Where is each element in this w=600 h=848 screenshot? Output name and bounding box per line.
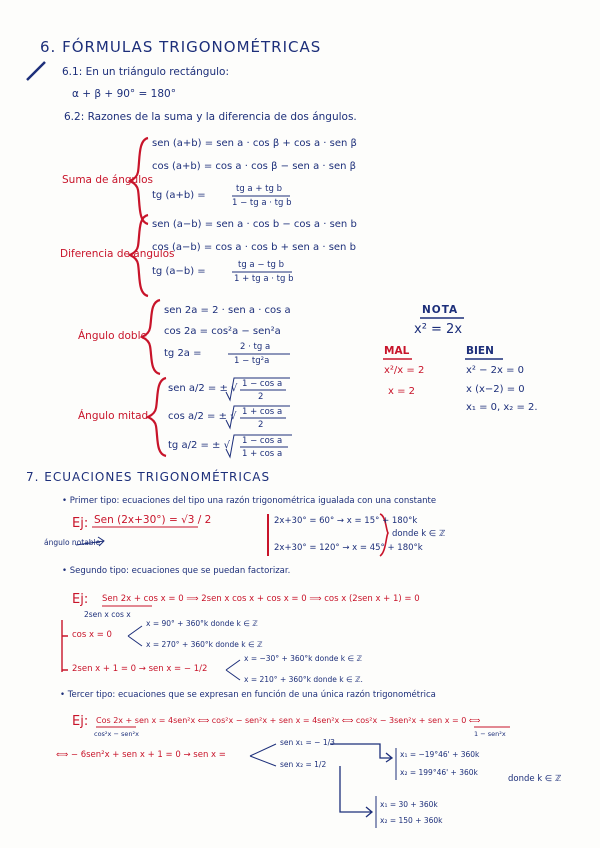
dif-sen: sen (a−b) = sen a · cos b − cos a · sen b: [152, 219, 357, 230]
dif-cos: cos (a−b) = cos a · cos b + sen a · sen b: [152, 242, 356, 253]
ej3-sol-b2: x₂ = 150 + 360k: [380, 816, 443, 825]
ej3-note-2: 1 − sen²x: [474, 730, 506, 738]
suma-tg-num: tg a + tg b: [236, 184, 282, 194]
nota-bien: BIEN: [466, 345, 494, 357]
tipo-3-heading: • Tercer tipo: ecuaciones que se expresan en función de una única razón trigonométrica: [60, 690, 436, 700]
dif-tg-num: tg a − tg b: [238, 260, 284, 270]
doble-cos: cos 2a = cos²a − sen²a: [164, 326, 281, 337]
suma-cos: cos (a+b) = cos a · cos β − sen a · sen β: [152, 161, 356, 172]
ej2-label: Ej:: [72, 592, 89, 607]
section-7-title: 7. ECUACIONES TRIGONOMÉTRICAS: [26, 470, 271, 484]
tipo-2-heading: • Segundo tipo: ecuaciones que se puedan factorizar.: [62, 566, 291, 576]
nota-title: NOTA: [422, 304, 459, 316]
ej2-note: 2sen x cos x: [84, 610, 131, 619]
ej3-line-2: ⟺ − 6sen²x + sen x + 1 = 0 → sen x =: [56, 750, 226, 760]
mal-line-2: x = 2: [388, 386, 416, 397]
diferencia-label: Diferencia de ángulos: [60, 248, 175, 260]
ej3-branch-2: sen x₂ = 1/2: [280, 760, 327, 769]
doble-label: Ángulo doble: [78, 330, 147, 342]
mitad-cos-den: 2: [258, 420, 264, 430]
mitad-tg-den: 1 + cos a: [242, 449, 283, 459]
dif-tg-den: 1 + tg a · tg b: [234, 274, 294, 284]
mitad-cos: cos a/2 = ± √: [168, 411, 237, 422]
mitad-sen-num: 1 − cos a: [242, 379, 283, 389]
mitad-tg: tg a/2 = ± √: [168, 440, 230, 451]
suma-label: Suma de ángulos: [62, 174, 154, 186]
ej2-sen-eq: 2sen x + 1 = 0 → sen x = − 1/2: [72, 664, 208, 674]
ej3-label: Ej:: [72, 714, 89, 729]
section-6-title: 6. FÓRMULAS TRIGONOMÉTRICAS: [40, 38, 322, 56]
doble-tg: tg 2a =: [164, 348, 202, 359]
mitad-sen: sen a/2 = ± √: [168, 383, 238, 394]
s62-heading: 6.2: Razones de la suma y la diferencia de dos ángulos.: [64, 111, 357, 123]
ej1-label: Ej:: [72, 516, 89, 531]
mal-line-1: x²/x = 2: [384, 365, 425, 376]
mitad-label: Ángulo mitad: [78, 410, 149, 422]
ej3-equation: Cos 2x + sen x = 4sen²x ⟺ cos²x − sen²x + sen x = 4sen²x ⟺ cos²x − 3sen²x + sen x = 0 ⟺: [96, 716, 481, 725]
brace-mitad: [148, 378, 166, 456]
ej2-equation: Sen 2x + cos x = 0 ⟹ 2sen x cos x + cos x = 0 ⟹ cos x (2sen x + 1) = 0: [102, 594, 420, 604]
ej3-branch-1: sen x₁ = − 1/3: [280, 738, 335, 747]
ej2-sol-3: x = −30° + 360°k donde k ∈ ℤ: [244, 654, 363, 663]
ej1-sol-2: 2x+30° = 120° → x = 45° + 180°k: [274, 543, 423, 553]
ej2-sol-1: x = 90° + 360°k donde k ∈ ℤ: [146, 619, 258, 628]
suma-sen: sen (a+b) = sen a · cos β + cos a · sen β: [152, 138, 357, 149]
ej3-sol-b1: x₁ = 30 + 360k: [380, 800, 438, 809]
ej3-sol-a2: x₂ = 199°46' + 360k: [400, 768, 478, 777]
ej2-sol-2: x = 270° + 360°k donde k ∈ ℤ: [146, 640, 263, 649]
mitad-sen-den: 2: [258, 392, 264, 402]
doble-tg-den: 1 − tg²a: [234, 356, 270, 366]
ej2-cos-zero: cos x = 0: [72, 630, 112, 640]
nota-equation: x² = 2x: [414, 322, 463, 337]
ej1-sol-1: 2x+30° = 60° → x = 15° + 180°k: [274, 516, 418, 526]
suma-tg-den: 1 − tg a · tg b: [232, 198, 292, 208]
bien-line-1: x² − 2x = 0: [466, 365, 525, 376]
suma-tg: tg (a+b) =: [152, 190, 206, 201]
check-slash: [27, 62, 45, 80]
ej1-donde: donde k ∈ ℤ: [392, 529, 446, 539]
mitad-cos-num: 1 + cos a: [242, 407, 283, 417]
tipo-1-heading: • Primer tipo: ecuaciones del tipo una razón trigonométrica igualada con una constante: [62, 496, 437, 506]
ej3-sol-a1: x₁ = −19°46' + 360k: [400, 750, 480, 759]
mitad-tg-num: 1 − cos a: [242, 436, 283, 446]
bien-line-2: x (x−2) = 0: [466, 384, 525, 395]
doble-tg-num: 2 · tg a: [240, 342, 271, 352]
ej3-donde: donde k ∈ ℤ: [508, 774, 562, 784]
bien-line-3: x₁ = 0, x₂ = 2.: [466, 402, 538, 413]
doble-sen: sen 2a = 2 · sen a · cos a: [164, 305, 291, 316]
angles-sum: α + β + 90° = 180°: [72, 88, 176, 100]
nota-mal: MAL: [384, 345, 410, 357]
s61-heading: 6.1: En un triángulo rectángulo:: [62, 66, 230, 78]
ej1-note: ángulo notable: [44, 538, 101, 547]
ej1-equation: Sen (2x+30°) = √3 / 2: [94, 514, 212, 526]
ej3-note-1: cos²x − sen²x: [94, 730, 139, 738]
ej2-sol-4: x = 210° + 360°k donde k ∈ ℤ.: [244, 675, 363, 684]
dif-tg: tg (a−b) =: [152, 266, 206, 277]
